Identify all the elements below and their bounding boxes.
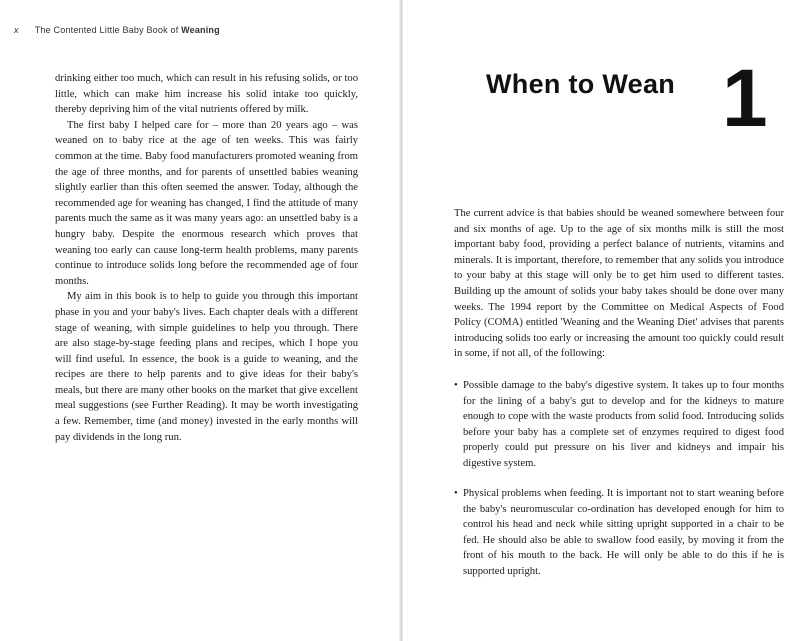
- running-head: [14, 25, 220, 35]
- paragraph: The first baby I helped care for – more than 20 years ago – was weaned on to baby rice at the age of ten weeks. This was fairly common at the time. Baby food manufacturers promoted weaning from the age of three months, and for parents of unsettled babies weaning slightly earlier than this often seemed the answer. Today, although the recommended age for weaning has changed, I find the attitude of many parents much the same as it was many years ago: an unsettled baby is a hungry baby. Despite the enormous research which proves that weaning too early can cause long-term health problems, many parents continue to introduce solids long before the recommended age of four months.: [55, 119, 358, 287]
- left-body-text: [55, 71, 358, 445]
- bullet-list: [454, 486, 784, 580]
- paragraph: drinking either too much, which can result in his refusing solids, or too little, which can make him increase his solid intake too quickly, thereby depriving him of the vital nutrients offered by milk.: [55, 73, 358, 116]
- right-page: [402, 0, 800, 641]
- bullet-item: • Possible damage to the baby's digestive system. It takes up to four months for the lining of a baby's gut to develop and for the kidneys to mature enough to cope with the waste products from solid food. Introducing solids before your baby has a complete set of enzymes required to digest food properly could put pressure on his liver and kidneys and impair his digestive system.: [454, 378, 784, 472]
- page-number: x: [14, 25, 19, 35]
- bullet-item: • Physical problems when feeding. It is important not to start weaning before the baby's neuromuscular co-ordination has developed enough for him to control his head and neck while sitting upright supported in a chair to be fed. He should also be able to swallow food easily, by moving it from the front of his mouth to the back. He will only be able to do this if he is supported upright.: [454, 486, 784, 580]
- running-head-title: The Contented Little Baby Book of: [34, 25, 182, 35]
- running-head-title-bold: Weaning: [181, 25, 220, 35]
- paragraph: My aim in this book is to help to guide you through this important phase in you and your baby's lives. Each chapter deals with a different stage of weaning, with simple guidelines to help you through. There are also stage-by-stage feeding plans and recipes, which I hope you will find useful. In essence, the book is a guide to weaning, and the recipes are there to help parents and to give ideas for their baby's meals, but there are many other books on the market that give excellent meal suggestions (see Further Reading). It may be worth investigating a few. Remember, time (and money) invested in the early months will pay dividends in the long run.: [55, 291, 358, 443]
- paragraph: The current advice is that babies should be weaned somewhere between four and six months of age. Up to the age of six months milk is still the most important baby food, providing a perfect balance of nutrients, vitamins and minerals. It is important, therefore, to remember that any solids you introduce to your baby at this stage will only be to get him used to different tastes. Building up the amount of solids your baby takes should be done over many weeks. The 1994 report by the Committee on Medical Aspects of Food Policy (COMA) entitled 'Weaning and the Weaning Diet' advises that parents introducing solids too early or increasing the amount too quickly could result in some, if not all, of the following:: [454, 208, 784, 360]
- chapter-number: 1: [722, 53, 768, 144]
- bullet-list: [454, 378, 784, 472]
- chapter-intro: [454, 206, 784, 362]
- chapter-title: When to Wean: [486, 69, 676, 99]
